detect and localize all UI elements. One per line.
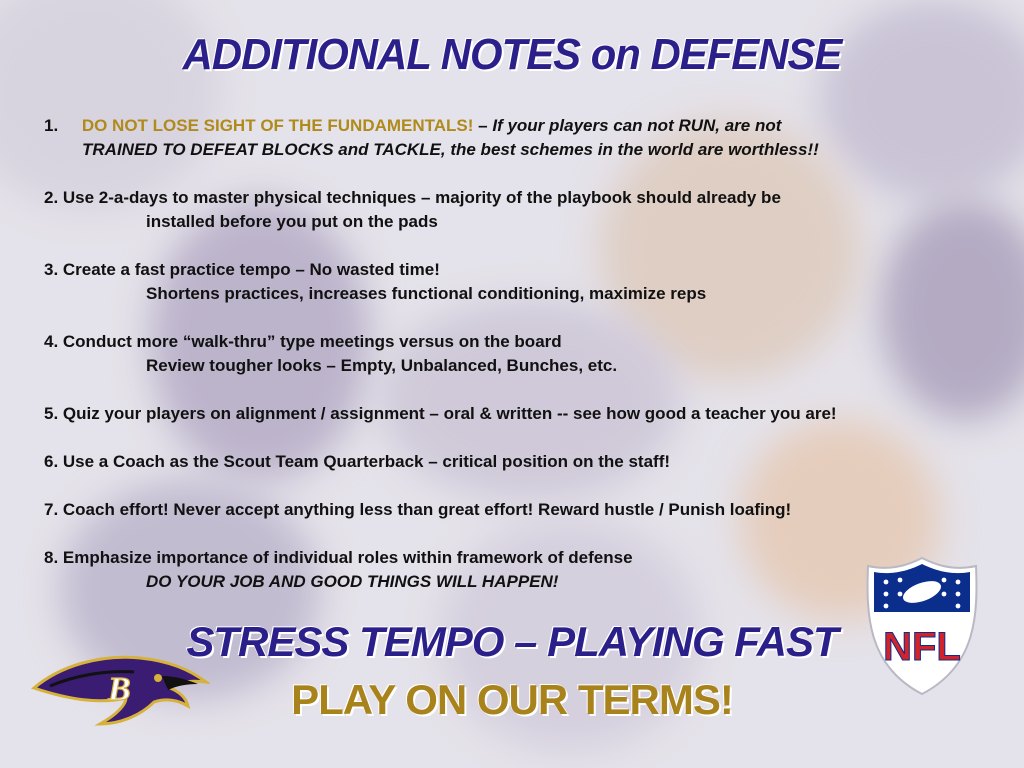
list-item [44, 498, 1004, 522]
stress-tempo-heading: STRESS TEMPO – PLAYING FAST [186, 618, 838, 665]
nfl-shield-icon [864, 556, 980, 696]
ravens-logo-icon [30, 636, 210, 732]
page-title: ADDITIONAL NOTES on DEFENSE [182, 30, 842, 79]
list-item [44, 330, 1004, 378]
nfl-shield-text: NFL [883, 625, 961, 669]
list-item [44, 258, 1004, 306]
item-text: 5. Quiz your players on alignment / assignment – oral & written -- see how good a teacher you are! [44, 404, 837, 423]
list-item [44, 546, 1004, 594]
item-subtext: Shortens practices, increases functional conditioning, maximize reps [146, 284, 707, 303]
item-text: 7. Coach effort! Never accept anything less than great effort! Reward hustle / Punish loafing! [44, 500, 792, 519]
list-item [44, 114, 1004, 162]
list-item [44, 186, 1004, 234]
list-item [44, 450, 1004, 474]
item-subtext: Review tougher looks – Empty, Unbalanced, Bunches, etc. [146, 356, 618, 375]
item-text: 8. Emphasize importance of individual roles within framework of defense [44, 548, 633, 567]
item-text: 2. Use 2-a-days to master physical techniques – majority of the playbook should already be [44, 188, 781, 207]
item-subtext: DO YOUR JOB AND GOOD THINGS WILL HAPPEN! [146, 572, 559, 591]
item-subtext: installed before you put on the pads [146, 212, 438, 231]
fundamentals-highlight: DO NOT LOSE SIGHT OF THE FUNDAMENTALS! [81, 116, 474, 135]
item-number: 1. [44, 116, 59, 135]
notes-list [44, 114, 1004, 618]
play-on-our-terms-heading: PLAY ON OUR TERMS! [291, 676, 733, 723]
item-text-continued: TRAINED TO DEFEAT BLOCKS and TACKLE, the best schemes in the world are worthless!! [82, 140, 819, 159]
item-text: 3. Create a fast practice tempo – No wasted time! [44, 260, 440, 279]
item-text: 6. Use a Coach as the Scout Team Quarterback – critical position on the staff! [44, 452, 671, 471]
item-text: 4. Conduct more “walk-thru” type meetings versus on the board [44, 332, 562, 351]
item-text: If your players can not RUN, are not [492, 116, 782, 135]
list-item [44, 402, 1004, 426]
item-dash: – [473, 116, 493, 135]
ravens-logo-letter: B [108, 671, 131, 708]
